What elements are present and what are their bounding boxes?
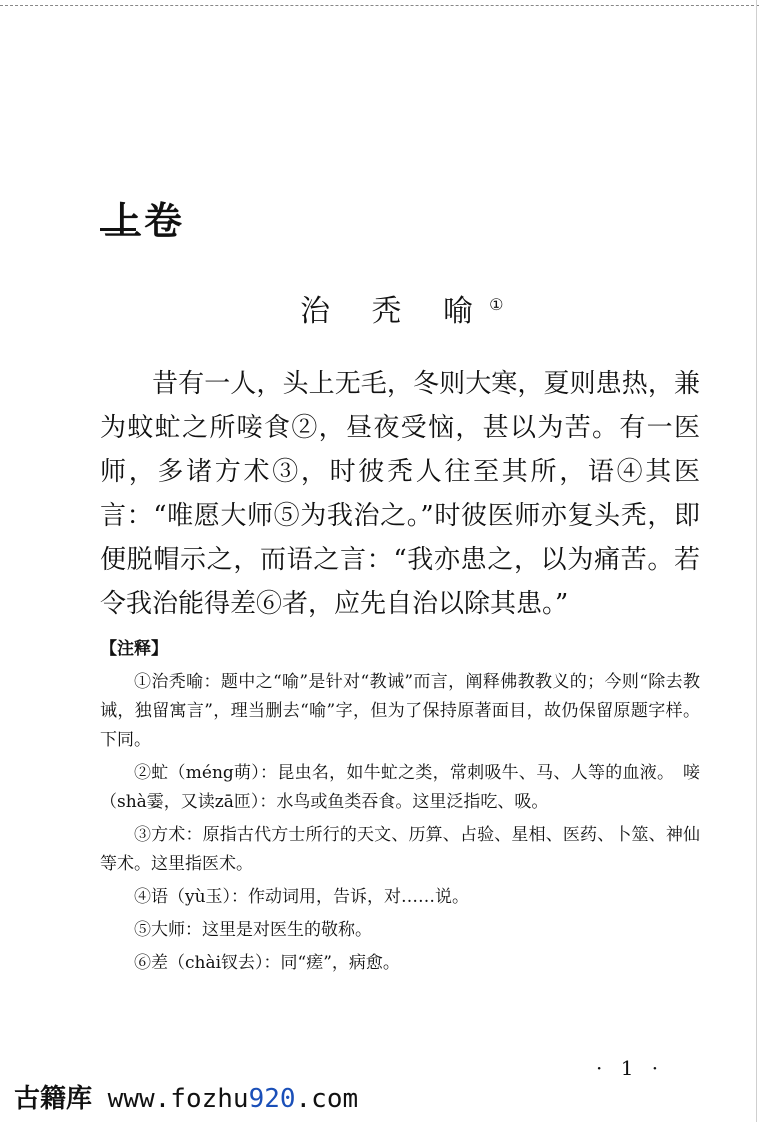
story-body [100,362,700,626]
watermark-url-b: 920 [248,1084,296,1114]
note-item: ①治秃喻：题中之“喻”是针对“教诫”而言，阐释佛教教义的；今则“除去教诫，独留寓言”，理当删去“喻”字，但为了保持原著面目，故仍保留原题字样。下同。 [100,672,700,750]
story-paragraph: 昔有一人，头上无毛，冬则大寒，夏则患热，兼为蚊虻之所唼食②，昼夜受恼，甚以为苦。有一医师，多诸方术③，时彼秃人往至其所，语④其医言：“唯愿大师⑤为我治之。”时彼医师亦复头秃，即便脱帽示之，而语之言：“我亦患之，以为痛苦。若令我治能得差⑥者，应先自治以除其患。” [100,369,700,619]
chapter-title: 上卷 [104,198,185,243]
story-title-note-marker: ① [489,295,504,314]
note-item: ③方术：原指古代方士所行的天文、历算、占验、星相、医药、卜筮、神仙等术。这里指医术。 [100,825,700,874]
notes-list [100,668,700,982]
top-border [0,5,759,6]
notes-label: 【注释】 [100,639,168,659]
page-number: · 1 · [596,1056,665,1080]
note-item: ②虻（méng萌）：昆虫名，如牛虻之类，常刺吸牛、马、人等的血液。 唼（shà霎，又读zā匝）：水鸟或鱼类吞食。这里泛指吃、吸。 [100,763,700,812]
title-underline [100,228,136,231]
watermark-url-c: .com [295,1084,359,1114]
note-item: ⑤大师：这里是对医生的敬称。 [134,920,372,940]
note-item: ④语（yù玉）：作动词用，告诉，对……说。 [134,887,470,907]
site-watermark [14,1078,358,1115]
watermark-url-a: www.fozhu [107,1084,249,1114]
story-heading [300,286,503,330]
watermark-cn: 古籍库 [14,1084,93,1114]
right-border [756,0,757,1122]
note-item: ⑥差（chài钗去）：同“瘥”，病愈。 [134,953,400,973]
story-title: 治 秃 喻 [300,294,490,329]
